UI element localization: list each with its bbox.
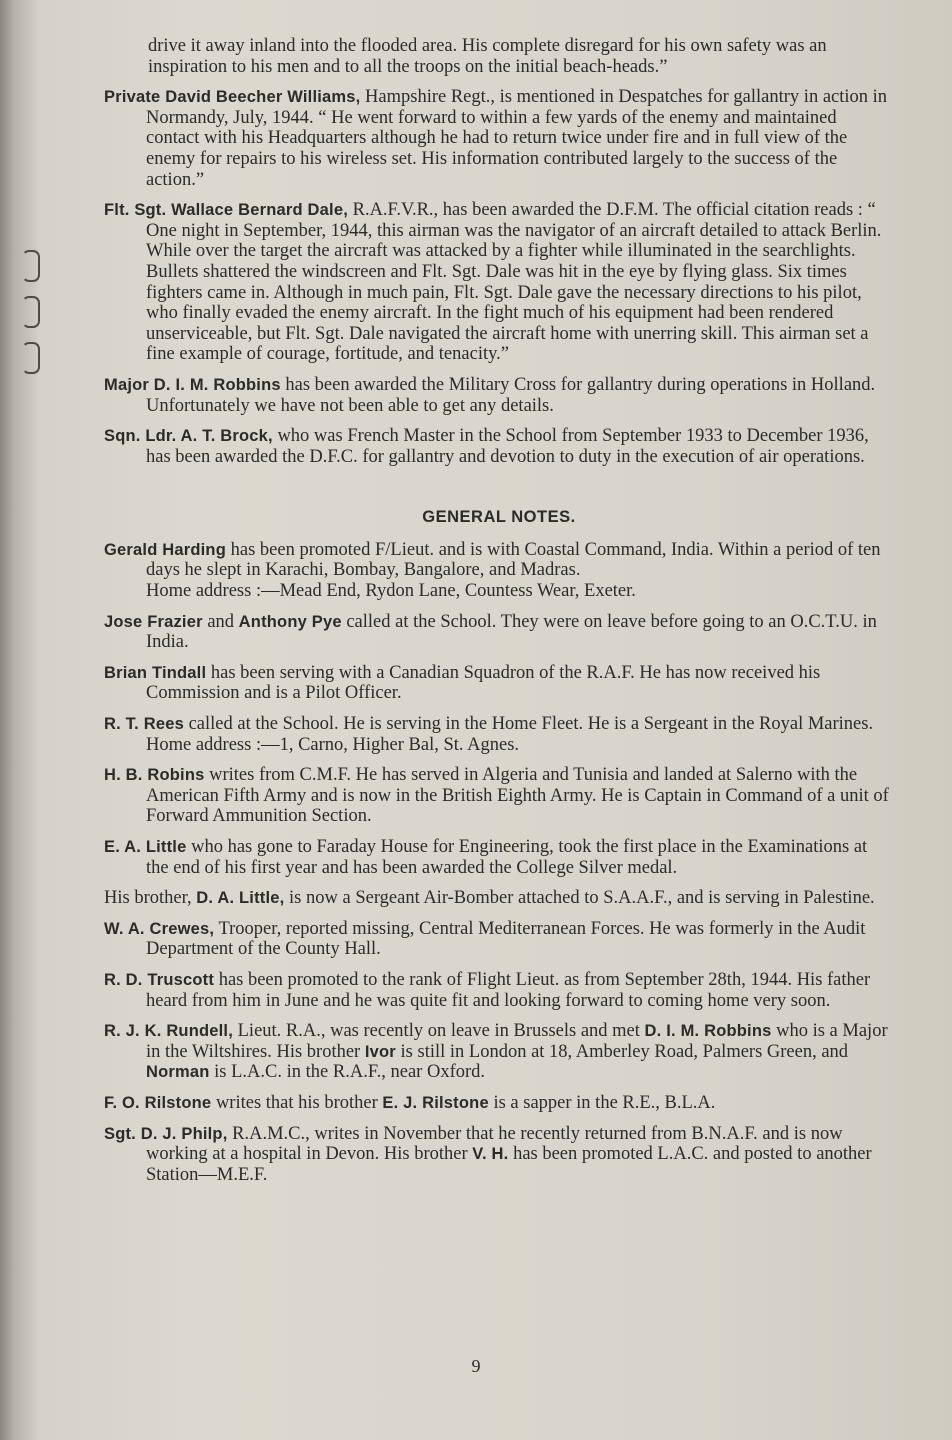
- note-entry: [104, 1124, 894, 1186]
- home-address: Home address :—Mead End, Rydon Lane, Countess Wear, Exeter.: [146, 581, 636, 602]
- note-text: and: [202, 611, 239, 632]
- person-name: R. D. Truscott: [104, 970, 215, 989]
- award-entry: [104, 200, 894, 365]
- binding-stitch: [22, 342, 40, 374]
- person-name: D. I. M. Robbins: [644, 1022, 772, 1041]
- person-name: Ivor: [364, 1042, 396, 1061]
- note-text: has been serving with a Canadian Squadron of the R.A.F. He has now received his Commission and is a Pilot Officer.: [146, 662, 821, 704]
- note-text: is still in London at 18, Amberley Road, Palmers Green, and: [395, 1041, 849, 1062]
- note-entry: [104, 1021, 894, 1083]
- note-text: called at the School. They were on leave before going to an O.C.T.U. in India.: [146, 611, 877, 653]
- award-text: Hampshire Regt., is mentioned in Despatches for gallantry in action in Normandy, July, 1944. “ He went forward to within a few yards of the enemy and maintained contact with his Headquarters although he had to return twice under fire and in full view of the enemy for repairs to his wireless set. His information contributed largely to the success of the action.”: [146, 87, 888, 190]
- person-name: Major D. I. M. Robbins: [104, 375, 281, 394]
- person-name: Anthony Pye: [238, 612, 342, 631]
- person-name: Private David Beecher Williams,: [104, 88, 361, 107]
- person-name: Norman: [146, 1063, 210, 1082]
- home-address: Home address :—1, Carno, Higher Bal, St. Agnes.: [146, 734, 520, 755]
- person-name: Brian Tindall: [104, 663, 207, 682]
- person-name: Gerald Harding: [104, 540, 226, 559]
- person-name: R. T. Rees: [104, 715, 184, 734]
- person-name: Sgt. D. J. Philp,: [104, 1124, 228, 1143]
- note-text: has been promoted to the rank of Flight Lieut. as from September 28th, 1944. His father heard from him in June and he was quite fit and looking forward to coming home very soon.: [146, 969, 871, 1011]
- section-heading: GENERAL NOTES.: [422, 508, 576, 527]
- note-entry: [104, 612, 894, 653]
- note-text: Trooper, reported missing, Central Mediterranean Forces. He was formerly in the Audit Department of the County Hall.: [146, 918, 866, 960]
- note-text: writes from C.M.F. He has served in Algeria and Tunisia and landed at Salerno with the American Fifth Army and is now in the British Eighth Army. He is Captain in Command of a unit of Forward Ammunition Section.: [146, 765, 889, 827]
- note-entry: [104, 888, 894, 909]
- award-entry: [104, 426, 894, 467]
- note-text: called at the School. He is serving in the Home Fleet. He is a Sergeant in the Royal Marines.: [183, 714, 874, 735]
- person-name: D. A. Little,: [196, 889, 285, 908]
- note-entry: [104, 919, 894, 960]
- note-text: who is a Major in the Wiltshires. His brother: [146, 1021, 888, 1062]
- binding-spine: [0, 0, 40, 1440]
- note-entry: [104, 837, 894, 878]
- note-entry: [104, 663, 894, 704]
- note-entry: [104, 1093, 894, 1114]
- note-text: has been promoted F/Lieut. and is with Coastal Command, India. Within a period of ten days he slept in Karachi, Bombay, Bangalore, and Madras.: [146, 539, 881, 581]
- page-number: 9: [471, 1356, 481, 1376]
- note-text: is a sapper in the R.E., B.L.A.: [488, 1092, 716, 1113]
- note-text: has been promoted L.A.C. and posted to another Station—M.E.F.: [146, 1144, 872, 1185]
- award-text: who was French Master in the School from September 1933 to December 1936, has been awarded the D.F.C. for gallantry and devotion to duty in the execution of air operations.: [146, 426, 869, 467]
- note-text: who has gone to Faraday House for Engineering, took the first place in the Examinations at the end of his first year and has been awarded the College Silver medal.: [146, 837, 868, 878]
- person-name: F. O. Rilstone: [104, 1093, 212, 1112]
- note-entry: [104, 765, 894, 827]
- person-name: Jose Frazier: [104, 612, 203, 631]
- citation-continuation: drive it away inland into the flooded area. His complete disregard for his own safety was an inspiration to his men and to all the troops on the initial beach-heads.”: [148, 36, 827, 77]
- person-name: Sqn. Ldr. A. T. Brock,: [104, 427, 273, 446]
- award-entry: [104, 375, 894, 416]
- note-text: is now a Sergeant Air-Bomber attached to S.A.A.F., and is serving in Palestine.: [284, 888, 875, 909]
- note-text: His brother,: [104, 888, 197, 909]
- person-name: H. B. Robins: [104, 766, 205, 785]
- note-entry: [104, 540, 894, 602]
- page-body: [104, 36, 894, 1195]
- award-text: R.A.F.V.R., has been awarded the D.F.M. The official citation reads : “ One night in September, 1944, this airman was the navigator of an aircraft detailed to attack Berlin. While over the target the aircraft was attacked by a fighter while illuminated in the searchlights. Bullets shattered the windscreen and Flt. Sgt. Dale was hit in the eye by flying glass. Six times fighters came in. Although in much pain, Flt. Sgt. Dale gave the necessary directions to his pilot, who finally evaded the enemy aircraft. In the fight much of his equipment had been rendered unserviceable, but Flt. Sgt. Dale navigated the aircraft home with unerring skill. This airman set a fine example of courage, fortitude, and tenacity.”: [146, 200, 882, 365]
- person-name: R. J. K. Rundell,: [104, 1022, 233, 1041]
- binding-stitch: [22, 250, 40, 282]
- note-text: writes that his brother: [211, 1092, 383, 1113]
- note-entry: [104, 714, 894, 755]
- award-entry: [104, 87, 894, 190]
- note-text: R.A.M.C., writes in November that he recently returned from B.N.A.F. and is now working at a hospital in Devon. His brother: [146, 1123, 843, 1165]
- person-name: V. H.: [472, 1145, 509, 1164]
- note-text: Lieut. R.A., was recently on leave in Brussels and met: [233, 1021, 645, 1042]
- person-name: Flt. Sgt. Wallace Bernard Dale,: [104, 201, 348, 220]
- person-name: E. J. Rilstone: [382, 1093, 489, 1112]
- note-entry: [104, 970, 894, 1011]
- person-name: W. A. Crewes,: [104, 919, 215, 938]
- binding-stitch: [22, 296, 40, 328]
- person-name: E. A. Little: [104, 838, 187, 856]
- award-text: has been awarded the Military Cross for gallantry during operations in Holland. Unfortunately we have not been able to get any details.: [146, 374, 876, 416]
- note-text: is L.A.C. in the R.A.F., near Oxford.: [209, 1062, 486, 1083]
